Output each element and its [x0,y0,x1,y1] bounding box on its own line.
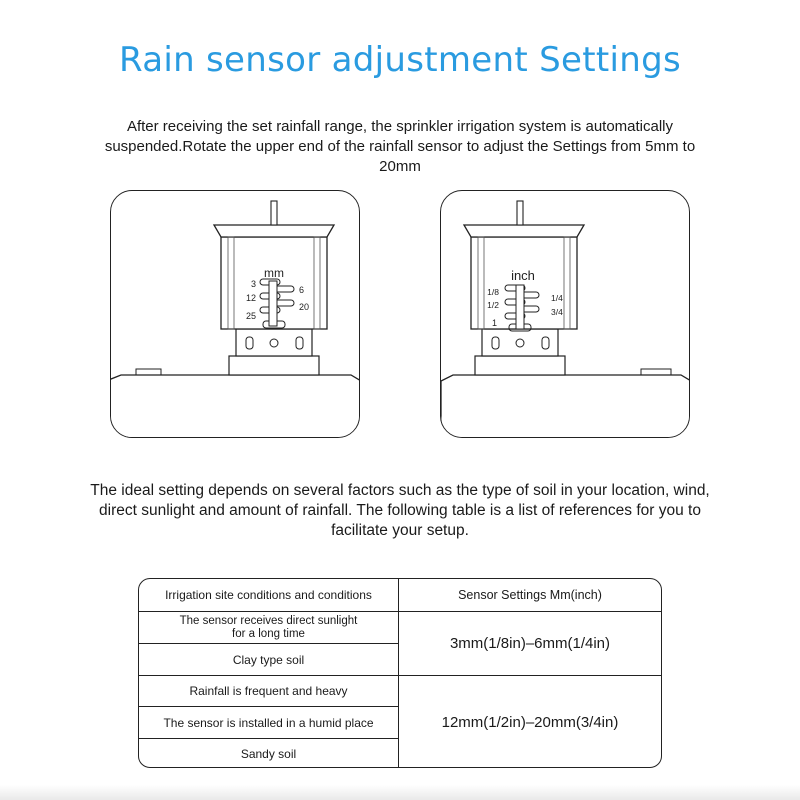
table-header-settings: Sensor Settings Mm(inch) [399,579,661,612]
intro-line: After receiving the set rainfall range, the sprinkler irrigation system is automatically [126,118,674,135]
mm-sensor-diagram [110,190,360,438]
mm-mark-12: 12 [245,293,256,303]
inch-mark-1-8: 1/8 [487,287,499,297]
conditions-column [139,579,399,767]
inch-mark-1-2: 1/2 [487,300,499,310]
inch-sensor-illustration [441,191,690,438]
mm-sensor-illustration [111,191,360,438]
page-title: Rain sensor adjustment Settings [119,40,681,80]
intro-line: 20mm [379,158,421,175]
condition-cell: Rainfall is frequent and heavy [139,676,398,707]
factors-paragraph [40,481,760,541]
intro-line: suspended.Rotate the upper end of the rainfall sensor to adjust the Settings from 5mm to [104,138,696,155]
intro-paragraph [60,117,740,177]
inch-unit-label: inch [511,268,535,283]
table-header-conditions: Irrigation site conditions and conditions [139,579,398,612]
factors-line: facilitate your setup. [331,522,469,539]
condition-cell: Sandy soil [240,747,297,761]
inch-mark-1: 1 [491,318,497,328]
mm-mark-20: 20 [299,302,310,312]
inch-mark-1-4: 1/4 [551,293,563,303]
mm-mark-3: 3 [250,279,256,289]
mm-mark-6: 6 [299,285,305,295]
setting-cell: 3mm(1/8in)–6mm(1/4in) [399,612,661,676]
settings-column [399,579,661,767]
inch-sensor-diagram [440,190,690,438]
setting-cell: 12mm(1/2in)–20mm(3/4in) [441,714,619,731]
bottom-edge-shade [0,785,800,800]
reference-table [138,578,662,768]
condition-cell: The sensor is installed in a humid place [139,707,398,739]
factors-line: The ideal setting depends on several factors such as the type of soil in your location, wind, [90,482,710,499]
mm-mark-25: 25 [245,311,256,321]
inch-mark-3-4: 3/4 [551,307,563,317]
mm-unit-label: mm [264,266,284,280]
condition-cell: Clay type soil [139,644,398,676]
condition-cell: The sensor receives direct sunlight for a long time [139,612,398,644]
factors-line: direct sunlight and amount of rainfall. The following table is a list of references for you to [99,502,701,519]
